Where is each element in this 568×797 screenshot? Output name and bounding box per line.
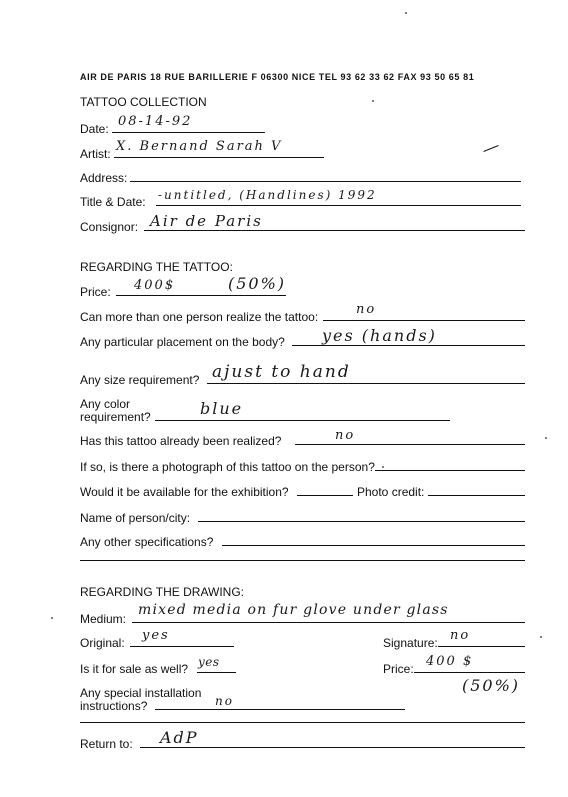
photo-credit-field[interactable] (428, 481, 525, 495)
address-field[interactable] (132, 166, 512, 180)
scan-speck (545, 437, 547, 439)
multi-person-label: Can more than one person realize the tattoo: (80, 310, 319, 324)
available-label: Would it be available for the exhibition? (80, 485, 289, 499)
date-field[interactable]: 08-14-92 (118, 114, 193, 129)
title-date-field[interactable]: -untitled, (Handlines) 1992 (158, 188, 377, 202)
original-label: Original: (80, 636, 125, 650)
artist-label: Artist: (80, 147, 111, 161)
available-field[interactable] (297, 481, 353, 495)
color-label-line1: Any color (80, 397, 131, 411)
date-label: Date: (80, 122, 109, 136)
letterhead: AIR DE PARIS 18 RUE BARILLERIE F 06300 NICE TEL 93 62 33 62 FAX 93 50 65 81 (80, 72, 475, 82)
title-date-label: Title & Date: (80, 195, 146, 209)
installation-label-line2: instructions? (80, 699, 148, 713)
color-field[interactable]: blue (200, 399, 244, 418)
return-to-field[interactable]: AdP (160, 728, 199, 747)
consignor-label: Consignor: (80, 220, 139, 234)
original-field[interactable]: yes (142, 628, 170, 643)
realized-label: Has this tattoo already been realized? (80, 434, 282, 448)
multi-person-field[interactable]: no (356, 302, 377, 317)
size-field[interactable]: ajust to hand (212, 362, 351, 382)
tattoo-price-note: (50%) (228, 274, 287, 293)
placement-label: Any particular placement on the body? (80, 335, 285, 349)
drawing-price-field[interactable]: 400 $ (426, 654, 474, 669)
consignor-field[interactable]: Air de Paris (150, 212, 263, 230)
color-label-line2: requirement? (80, 410, 151, 424)
drawing-section-heading: REGARDING THE DRAWING: (80, 585, 245, 599)
drawing-price-note: (50%) (462, 676, 521, 695)
for-sale-label: Is it for sale as well? (80, 662, 189, 676)
photo-field[interactable] (378, 456, 518, 470)
scan-speck (51, 617, 53, 619)
pen-stroke-mark (483, 145, 498, 152)
realized-field[interactable]: no (335, 428, 356, 443)
tattoo-price-label: Price: (80, 285, 111, 299)
person-city-field[interactable] (200, 507, 520, 521)
placement-field[interactable]: yes (hands) (322, 326, 437, 345)
scan-speck (540, 636, 542, 638)
address-label: Address: (80, 171, 128, 185)
person-city-label: Name of person/city: (80, 511, 191, 525)
tattoo-price-field[interactable]: 400$ (134, 278, 176, 293)
other-specs-field[interactable] (224, 531, 520, 559)
installation-label-line1: Any special installation (80, 686, 202, 700)
photo-question-label: If so, is there a photograph of this tattoo on the person? (80, 460, 375, 474)
medium-label: Medium: (80, 612, 127, 626)
for-sale-field[interactable]: yes (198, 655, 220, 669)
signature-field[interactable]: no (450, 628, 471, 643)
scan-speck (382, 466, 384, 468)
form-title: TATTOO COLLECTION (80, 95, 207, 109)
tattoo-section-heading: REGARDING THE TATTOO: (80, 260, 233, 274)
return-to-label: Return to: (80, 737, 133, 751)
scan-speck (372, 100, 374, 102)
other-specs-label: Any other specifications? (80, 535, 214, 549)
artist-field[interactable]: X. Bernand Sarah V (116, 139, 283, 154)
installation-field[interactable]: no (215, 694, 234, 708)
medium-field[interactable]: mixed media on fur glove under glass (138, 602, 449, 618)
scan-speck (405, 12, 407, 14)
photo-credit-label: Photo credit: (357, 485, 425, 499)
drawing-price-label: Price: (383, 662, 414, 676)
signature-label: Signature: (383, 636, 438, 650)
size-label: Any size requirement? (80, 373, 200, 387)
